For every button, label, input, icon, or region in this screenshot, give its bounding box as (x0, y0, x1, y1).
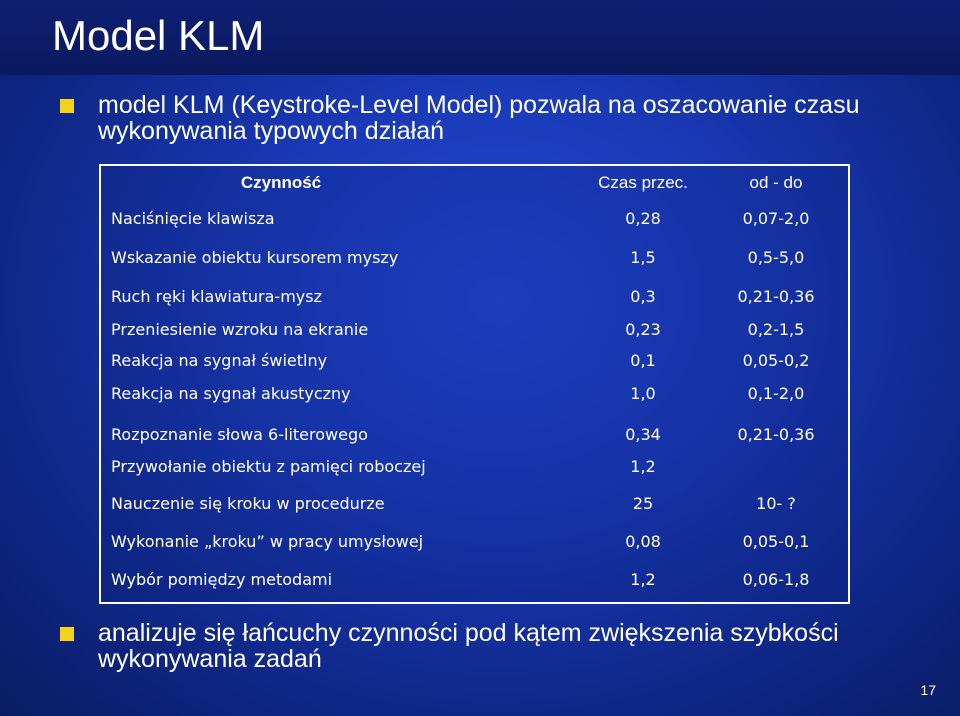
table-header (101, 170, 848, 196)
row-activity: Wykonanie „kroku” w pracy umysłowej (111, 532, 424, 551)
row-range: 0,1-2,0 (747, 384, 805, 403)
table-row (101, 381, 848, 407)
row-time: 0,08 (625, 532, 661, 551)
row-time: 0,28 (625, 209, 661, 228)
row-activity: Reakcja na sygnał akustyczny (111, 384, 351, 403)
header-activity: Czynność (240, 173, 322, 192)
row-time: 0,34 (625, 425, 661, 444)
bullet-square-icon (60, 99, 74, 113)
row-range: 10- ? (756, 494, 796, 513)
row-activity: Wybór pomiędzy metodami (111, 570, 333, 589)
row-time: 1,5 (630, 248, 656, 267)
row-activity: Ruch ręki klawiatura-mysz (111, 287, 322, 306)
row-activity: Przeniesienie wzroku na ekranie (111, 320, 369, 339)
klm-table (99, 164, 850, 604)
table-row (101, 317, 848, 343)
table-row (101, 567, 848, 593)
row-activity: Reakcja na sygnał świetlny (111, 351, 328, 370)
row-time: 25 (632, 494, 654, 513)
row-range: 0,06-1,8 (742, 570, 810, 589)
row-range: 0,5-5,0 (747, 248, 805, 267)
row-time: 1,0 (630, 384, 656, 403)
row-time: 0,23 (625, 320, 661, 339)
row-range: 0,21-0,36 (737, 425, 815, 444)
row-range: 0,05-0,1 (742, 532, 810, 551)
row-activity: Naciśnięcie klawisza (111, 209, 275, 228)
title-bar (0, 0, 960, 75)
bullet-text-2: analizuje się łańcuchy czynności pod kątem zwiększenia szybkości wykonywania zadań (98, 619, 839, 673)
row-activity: Nauczenie się kroku w procedurze (111, 494, 385, 513)
row-activity: Rozpoznanie słowa 6-literowego (111, 425, 368, 444)
header-time: Czas przec. (598, 173, 688, 192)
row-range: 0,07-2,0 (742, 209, 810, 228)
row-range: 0,2-1,5 (747, 320, 805, 339)
bullet-square-icon (60, 627, 74, 641)
table-row (101, 245, 848, 271)
table-row (101, 284, 848, 310)
row-time: 1,2 (630, 457, 656, 476)
row-activity: Wskazanie obiektu kursorem myszy (111, 248, 399, 267)
row-activity: Przywołanie obiektu z pamięci roboczej (111, 457, 426, 476)
row-range: 0,05-0,2 (742, 351, 810, 370)
table-row (101, 491, 848, 517)
row-time: 1,2 (630, 570, 656, 589)
row-time: 0,1 (630, 351, 656, 370)
table-row (101, 348, 848, 374)
table-row (101, 206, 848, 232)
page-number: 17 (920, 682, 936, 698)
row-time: 0,3 (630, 287, 656, 306)
slide-title: Model KLM (52, 12, 265, 59)
bullet-text-1: model KLM (Keystroke-Level Model) pozwala na oszacowanie czasu wykonywania typowych działań (98, 91, 860, 145)
table-row (101, 529, 848, 555)
table-row (101, 454, 848, 480)
header-range: od - do (749, 173, 803, 192)
table-row (101, 422, 848, 448)
row-range: 0,21-0,36 (737, 287, 815, 306)
